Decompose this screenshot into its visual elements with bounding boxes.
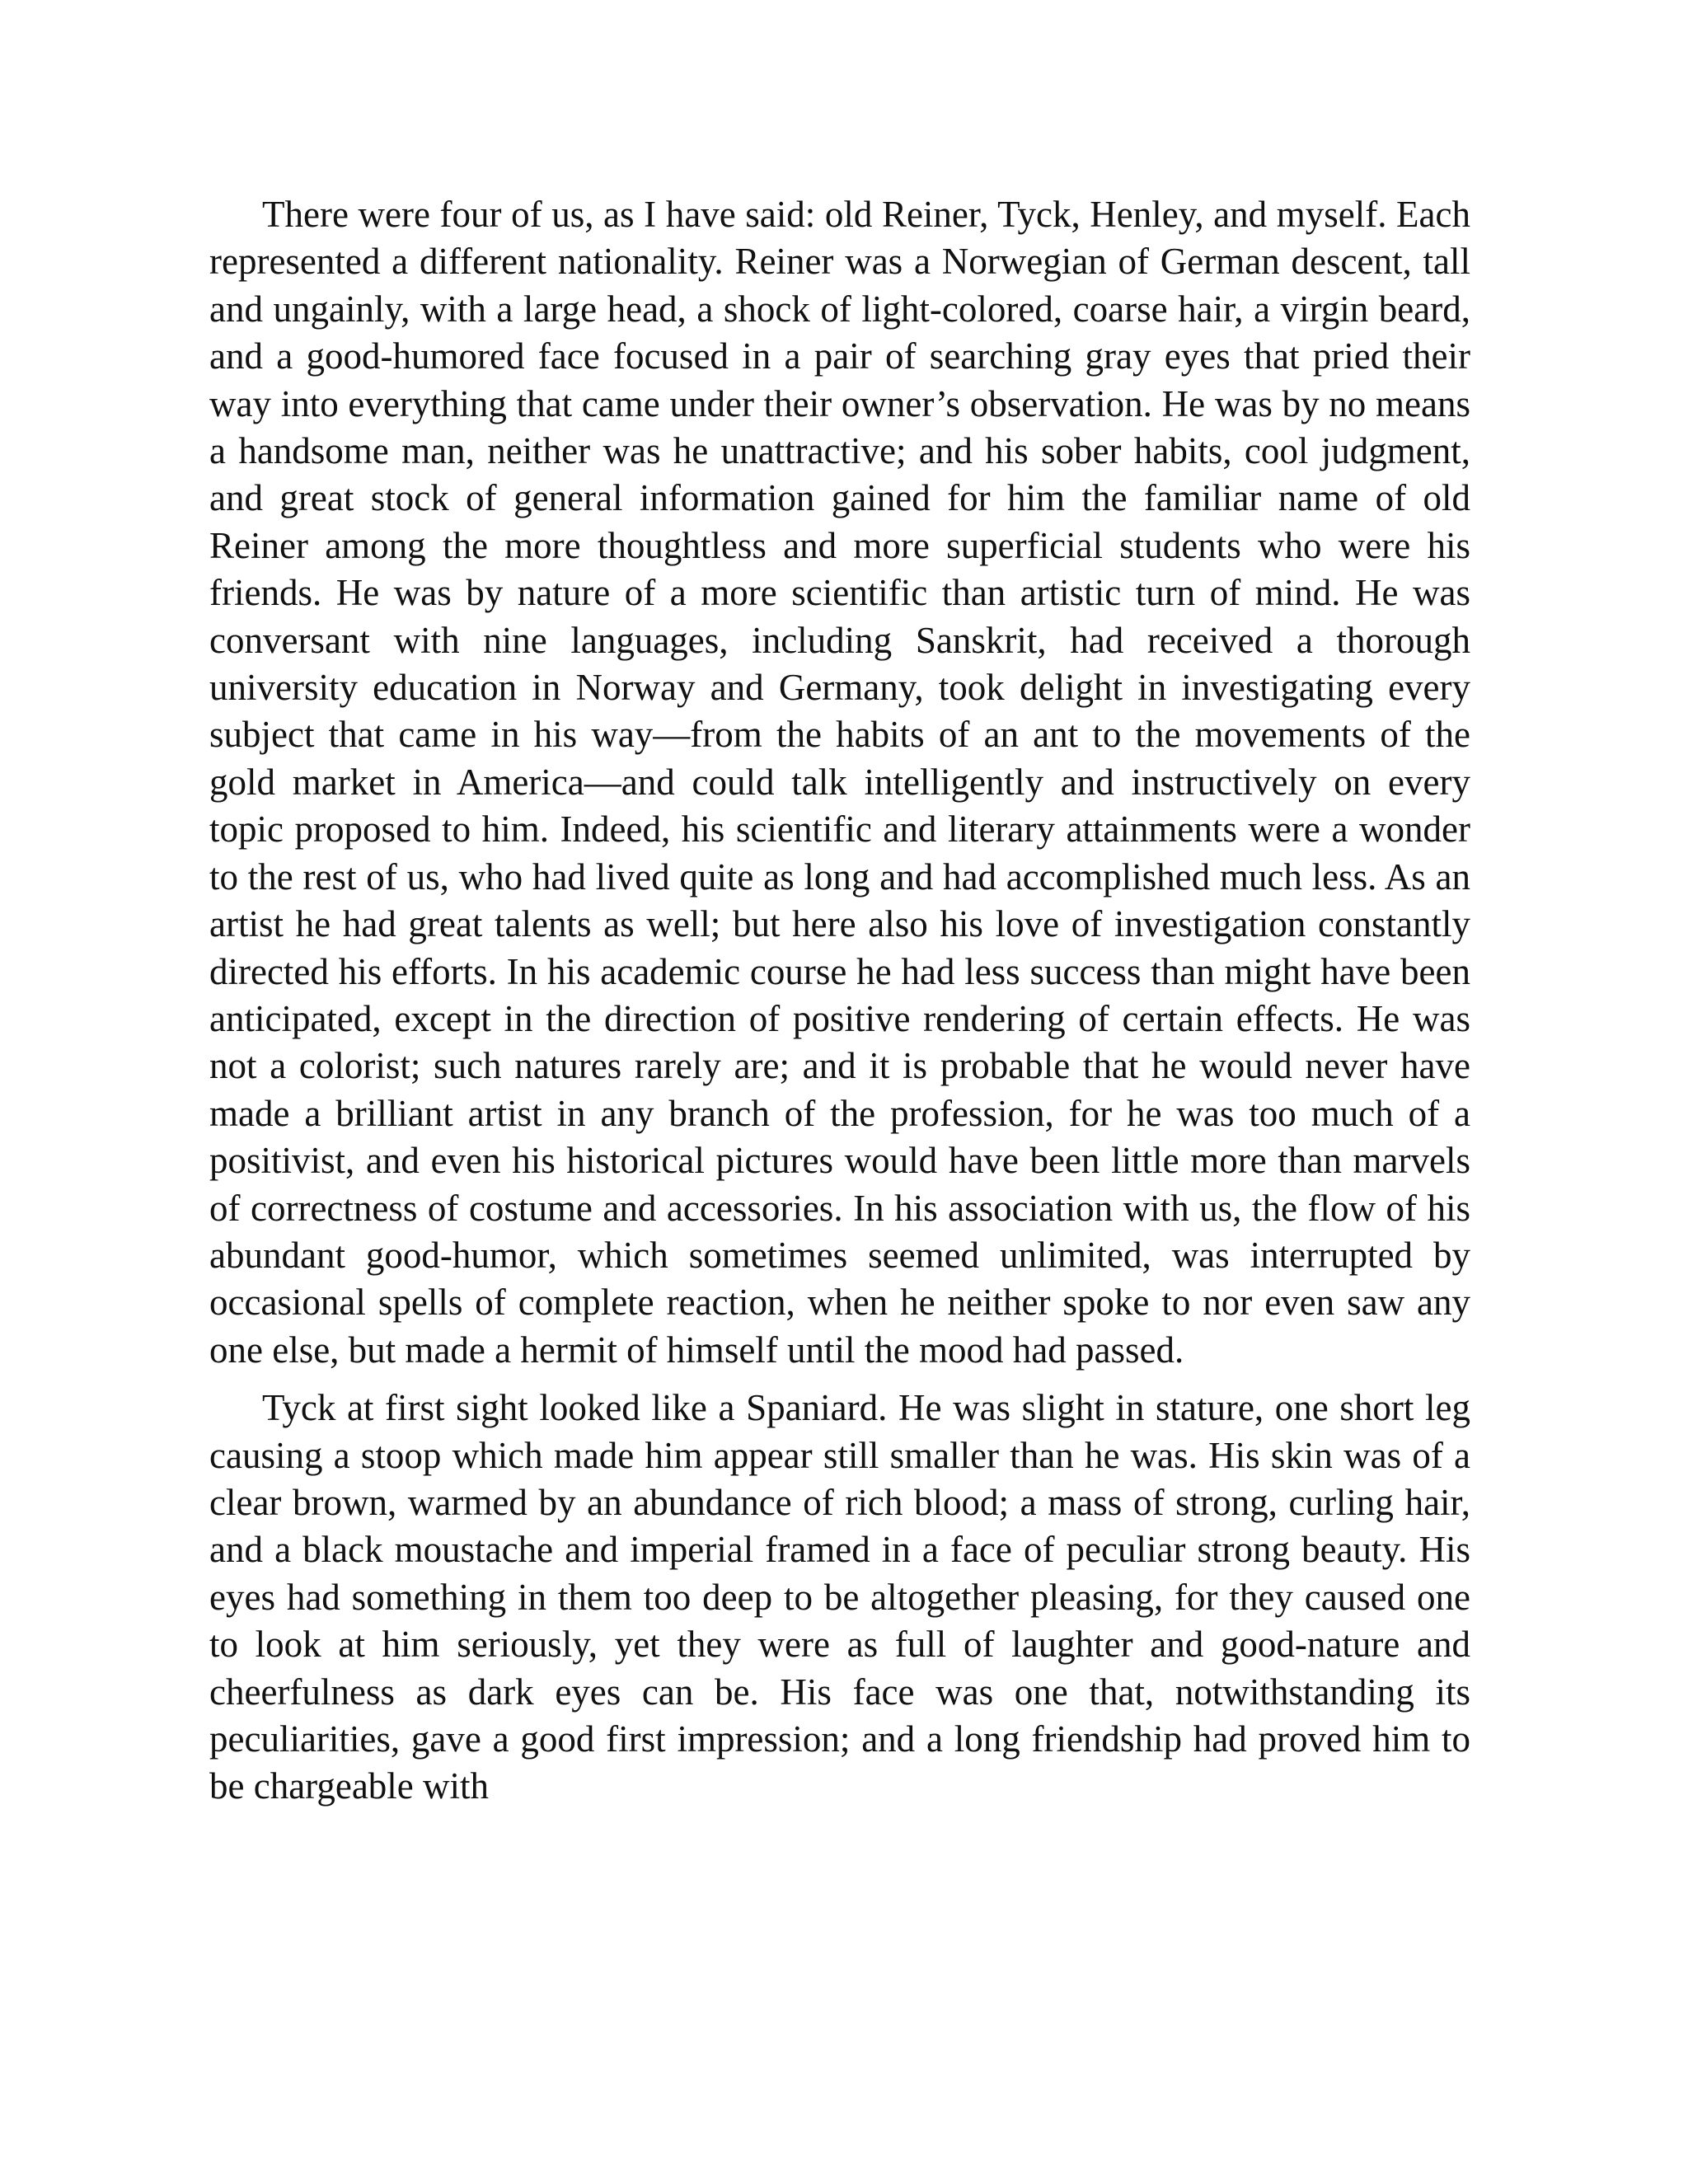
paragraph-tyck: Tyck at first sight looked like a Spaniard. He was slight in stature, one short leg causing a stoop which made him appear still smaller than he was. His skin was of a clear brown, warmed by an abundance of rich blood; a mass of strong, curling hair, and a black moustache and imperial framed in a face of peculiar strong beauty. His eyes had something in them too deep to be altogether pleasing, for they caused one to look at him seriously, yet they were as full of laughter and good-nature and cheerfulness as dark eyes can be. His face was one that, notwithstanding its peculiarities, gave a good first impression; and a long friendship had proved him to be chargeable with (209, 1387, 1470, 1807)
page-body (209, 191, 1470, 1821)
paragraph-reiner: There were four of us, as I have said: old Reiner, Tyck, Henley, and myself. Each represented a different nationality. Reiner was a Norwegian of German descent, tall and ungainly, with a large head, a shock of light-colored, coarse hair, a virgin beard, and a good-humored face focused in a pair of searching gray eyes that pried their way into everything that came under their owner’s observation. He was by no means a handsome man, neither was he unattractive; and his sober habits, cool judgment, and great stock of general information gained for him the familiar name of old Reiner among the more thoughtless and more superficial students who were his friends. He was by nature of a more scientific than artistic turn of mind. He was conversant with nine languages, including Sanskrit, had received a thorough university education in Norway and Germany, took delight in investigating every subject that came in his way—from the habits of an ant to the movements of the gold market in America—and could talk intelligently and instructively on every topic proposed to him. Indeed, his scientific and literary attainments were a wonder to the rest of us, who had lived quite as long and had accomplished much less. As an artist he had great talents as well; but here also his love of investigation constantly directed his efforts. In his academic course he had less success than might have been anticipated, except in the direction of positive rendering of certain effects. He was not a colorist; such natures rarely are; and it is probable that he would never have made a brilliant artist in any branch of the profession, for he was too much of a positivist, and even his historical pictures would have been little more than marvels of correctness of costume and accessories. In his association with us, the flow of his abundant good-humor, which sometimes seemed unlimited, was interrupted by occasional spells of complete reaction, when he neither spoke to nor even saw any one else, but made a hermit of himself until the mood had passed. (209, 194, 1470, 1371)
